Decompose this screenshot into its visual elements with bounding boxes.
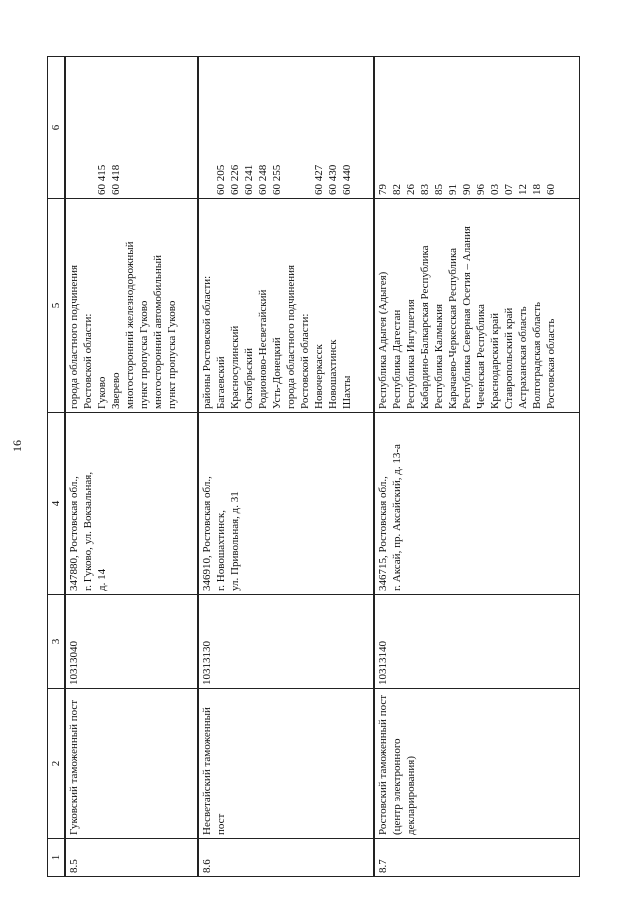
region-codes — [198, 57, 374, 199]
table-row — [374, 57, 579, 877]
region-line: Карачаево-Черкесская Республика — [447, 248, 459, 409]
region-codes — [374, 57, 579, 199]
region-line: районы Ростовской области: — [201, 275, 213, 409]
region-line: Республика Адыгея (Адыгея) — [377, 271, 389, 409]
address-line: 346715, Ростовская обл., — [377, 476, 389, 591]
post-address — [374, 413, 579, 595]
region-line: Новочеркасск — [313, 344, 325, 409]
region-list — [198, 199, 374, 413]
address-line: г. Аксай, пр. Аксайский, д. 13-а — [391, 444, 403, 591]
code-line: 90 — [461, 184, 473, 195]
region-line: Октябрьский — [243, 348, 255, 409]
customs-posts-table — [47, 56, 580, 877]
header-row — [48, 57, 66, 877]
post-address — [65, 413, 198, 595]
region-codes — [65, 57, 198, 199]
region-line: Багаевский — [215, 356, 227, 409]
region-line: Ростовской области: — [82, 313, 94, 409]
code-line: 60 427 — [313, 164, 325, 195]
code-line: 96 — [475, 184, 487, 195]
region-line: пункт пропуска Гуково — [166, 300, 178, 409]
address-line: д. 14 — [96, 568, 108, 591]
region-line: Кабардино-Балкарская Республика — [419, 245, 431, 409]
address-line: г. Новошахтинск, — [215, 510, 227, 591]
column-header: 4 — [48, 413, 66, 595]
rotated-page-content — [47, 57, 607, 877]
region-line: Новошахтинск — [327, 339, 339, 409]
post-code: 10313040 — [65, 595, 198, 689]
region-line: города областного подчинения — [68, 264, 80, 409]
code-line: 60 418 — [110, 164, 122, 195]
row-number: 8.7 — [374, 839, 579, 877]
region-line: Усть-Донецкий — [271, 337, 283, 409]
code-line: 60 248 — [257, 164, 269, 195]
code-line: 60 255 — [271, 164, 283, 195]
region-line: Республика Ингушетия — [405, 299, 417, 409]
region-line: Ростовская область — [545, 318, 557, 409]
region-line: многосторонний железнодорожный — [124, 241, 136, 409]
code-line: 79 — [377, 184, 389, 195]
code-line: 12 — [517, 184, 529, 195]
address-line: 347880, Ростовская обл., — [68, 476, 80, 591]
region-line: Краснодарский край — [489, 312, 501, 409]
region-list — [65, 199, 198, 413]
code-line: 91 — [447, 184, 459, 195]
region-line: Волгоградская область — [531, 301, 543, 409]
code-line: 60 415 — [96, 164, 108, 195]
region-line: Республика Дагестан — [391, 309, 403, 409]
region-line: Ростовской области: — [299, 313, 311, 409]
region-line: Ставропольский край — [503, 307, 515, 409]
code-line — [200, 60, 214, 195]
region-line: Республика Калмыкия — [433, 303, 445, 409]
region-line: Шахты — [341, 375, 353, 409]
code-line: 18 — [531, 184, 543, 195]
column-header: 3 — [48, 595, 66, 689]
table-row — [198, 57, 374, 877]
table-row — [65, 57, 198, 877]
region-line: Родионово-Несветайский — [257, 289, 269, 409]
code-line — [67, 60, 81, 195]
region-line: Гуково — [96, 376, 108, 409]
address-line: 346910, Ростовская обл., — [201, 476, 213, 591]
code-line — [81, 60, 95, 195]
code-line — [298, 60, 312, 195]
region-line: Чеченская Республика — [475, 304, 487, 409]
address-line: г. Гуково, ул. Вокзальная, — [82, 471, 94, 591]
region-line: пункт пропуска Гуково — [138, 300, 150, 409]
post-code: 10313140 — [374, 595, 579, 689]
region-line: Республика Северная Осетия – Алания — [461, 226, 473, 409]
code-line: 07 — [503, 184, 515, 195]
code-line: 82 — [391, 184, 403, 195]
column-header: 5 — [48, 199, 66, 413]
region-line: Астраханская область — [517, 306, 529, 409]
post-name: Гуковский таможенный пост — [65, 689, 198, 839]
code-line: 60 440 — [341, 164, 353, 195]
page-number: 16 — [10, 440, 24, 452]
code-line: 60 226 — [229, 164, 241, 195]
code-line: 83 — [419, 184, 431, 195]
post-name: Ростовский таможенный пост (центр электронного декларирования) — [374, 689, 579, 839]
code-line: 26 — [405, 184, 417, 195]
column-header: 6 — [48, 57, 66, 199]
code-line — [284, 60, 298, 195]
row-number: 8.6 — [198, 839, 374, 877]
region-line: города областного подчинения — [285, 264, 297, 409]
code-line: 03 — [489, 184, 501, 195]
code-line: 60 — [545, 184, 557, 195]
code-line: 60 205 — [215, 164, 227, 195]
post-code: 10313130 — [198, 595, 374, 689]
address-line: ул. Привольная, д. 31 — [229, 491, 241, 591]
region-line: Красносулинский — [229, 325, 241, 409]
code-line: 60 241 — [243, 164, 255, 195]
region-line: Зверево — [110, 372, 122, 409]
column-header: 2 — [48, 689, 66, 839]
code-line: 60 430 — [327, 164, 339, 195]
code-line: 85 — [433, 184, 445, 195]
row-number: 8.5 — [65, 839, 198, 877]
region-line: многосторонний автомобильный — [152, 254, 164, 409]
region-list — [374, 199, 579, 413]
column-header: 1 — [48, 839, 66, 877]
post-name: Несветайский таможенный пост — [198, 689, 374, 839]
post-address — [198, 413, 374, 595]
